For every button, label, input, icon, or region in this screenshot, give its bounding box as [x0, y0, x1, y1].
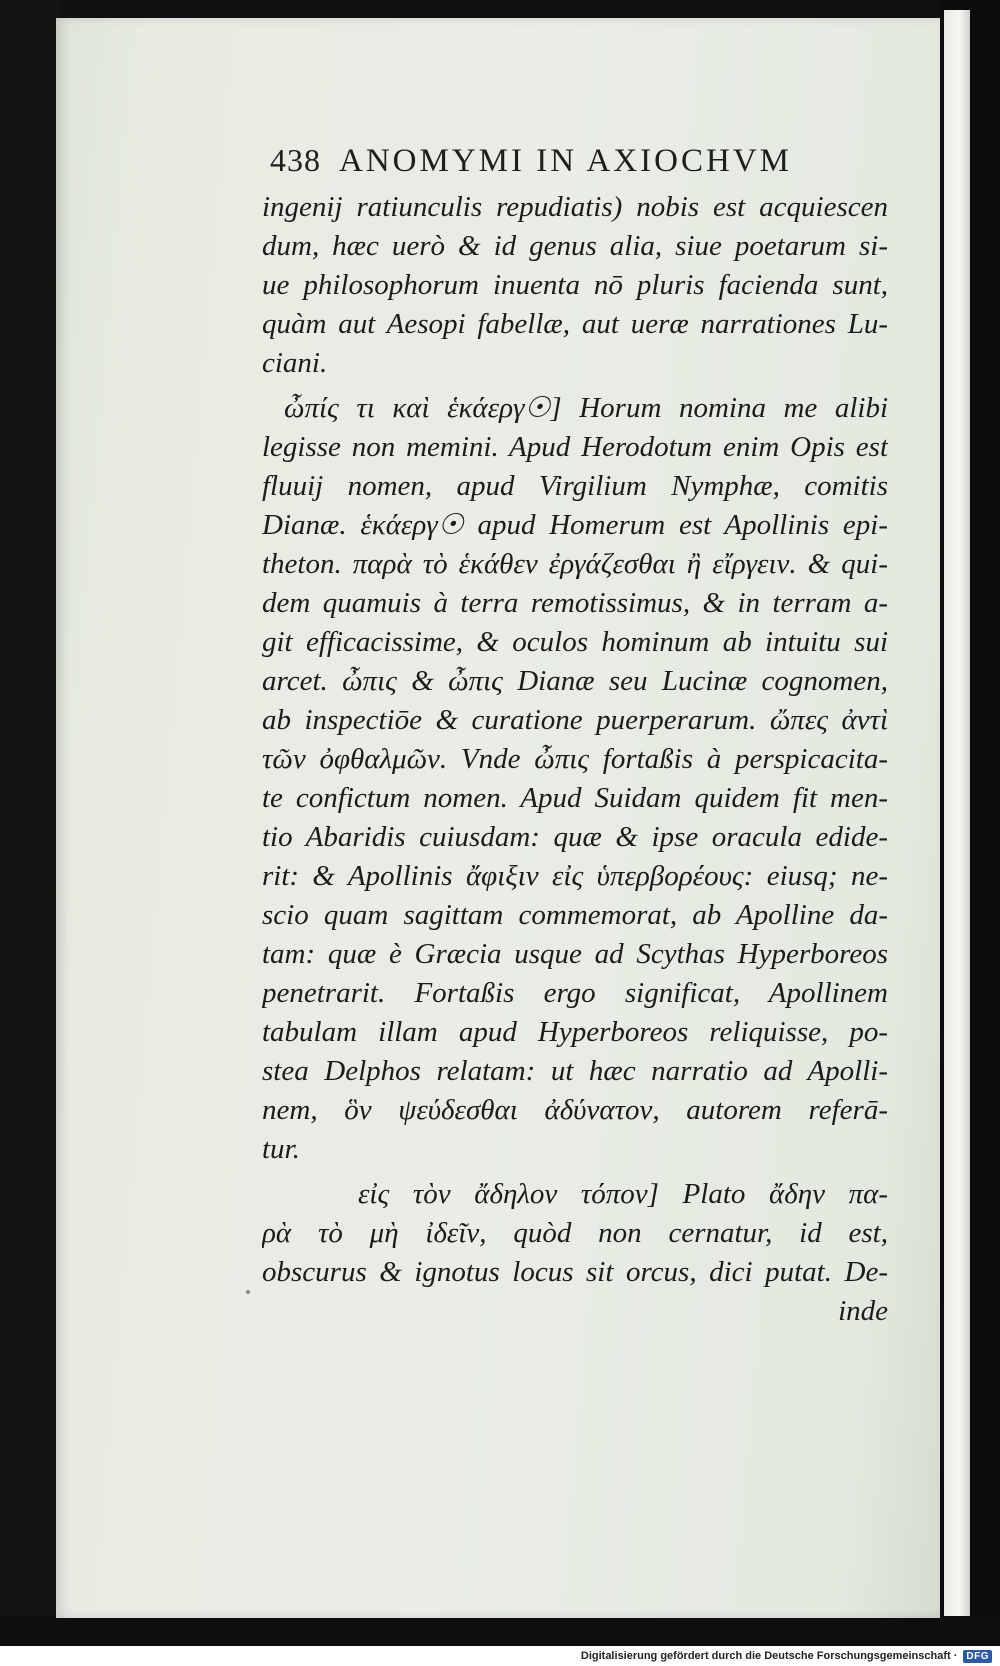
text-line: fluuij nomen, apud Virgilium Nymphæ, comitis — [262, 470, 888, 502]
text-line: obscurus & ignotus locus sit orcus, dici putat. De- — [262, 1256, 888, 1288]
text-line: dem quamuis à terra remotissimus, & in terram a- — [262, 587, 888, 619]
page-header — [270, 142, 890, 188]
text-line: ue philosophorum inuenta nō pluris facienda sunt, — [262, 269, 888, 301]
lemma-line: εἰς τὸν ἄδηλον τόπον] Plato ἄδην πα- — [358, 1178, 888, 1210]
text-line: tur. — [262, 1133, 300, 1165]
text-line: ρὰ τὸ μὴ ἰδεῖν, quòd non cernatur, id est, — [262, 1217, 888, 1249]
lemma-line: ὦπίς τι καὶ ἑκάεργ☉] Horum nomina me alibi — [284, 392, 888, 424]
text-line: tabulam illam apud Hyperboreos reliquisse, po- — [262, 1016, 888, 1048]
text-line: git efficacissime, & oculos hominum ab intuitu sui — [262, 626, 888, 658]
text-line: ingenij ratiunculis repudiatis) nobis est acquiescen — [262, 191, 888, 223]
catchword: inde — [838, 1295, 888, 1327]
text-line: penetrarit. Fortaßis ergo significat, Apollinem — [262, 977, 888, 1009]
running-title: ANOMYMI IN AXIOCHVM — [339, 143, 792, 179]
text-line: dum, hæc uerò & id genus alia, siue poetarum si- — [262, 230, 888, 262]
text-line: te confictum nomen. Apud Suidam quidem fit men- — [262, 782, 888, 814]
text-line: tam: quæ è Græcia usque ad Scythas Hyperboreos — [262, 938, 888, 970]
text-line: ciani. — [262, 347, 328, 379]
dfg-logo-icon: DFG — [963, 1650, 992, 1663]
text-line: arcet. ὦπις & ὦπις Dianæ seu Lucinæ cognomen, — [262, 665, 888, 697]
digitization-footer — [0, 1646, 1000, 1666]
text-line: rit: & Apollinis ἄφιξιν εἰς ὑπερβορέους: eiusq; ne- — [262, 860, 888, 892]
text-line: Dianæ. ἑκάεργ☉ apud Homerum est Apollinis epi- — [262, 509, 888, 541]
funding-credit: Digitalisierung gefördert durch die Deutsche Forschungsgemeinschaft · — [580, 1650, 958, 1662]
text-line: ab inspectiōe & curatione puerperarum. ὤπες ἀντὶ — [262, 704, 888, 736]
paper-speck — [246, 1290, 250, 1294]
body-text — [262, 188, 888, 1331]
text-line: legisse non memini. Apud Herodotum enim Opis est — [262, 431, 888, 463]
text-line: τῶν ὀφθαλμῶν. Vnde ὦπις fortaßis à perspicacita- — [262, 743, 888, 775]
text-line: stea Delphos relatam: ut hæc narratio ad Apolli- — [262, 1055, 888, 1087]
text-line: scio quam sagittam commemorat, ab Apolline da- — [262, 899, 888, 931]
page-number: 438 — [270, 142, 321, 178]
text-line: nem, ὃν ψεύδεσθαι ἀδύνατον, autorem referā- — [262, 1094, 888, 1126]
scan-border-bottom — [0, 1616, 1000, 1646]
text-line: tio Abaridis cuiusdam: quæ & ipse oracula edide- — [262, 821, 888, 853]
adjacent-page-edge — [944, 10, 970, 1630]
scan-border-left — [0, 0, 60, 1646]
text-line: quàm aut Aesopi fabellæ, aut ueræ narrationes Lu- — [262, 308, 888, 340]
text-line: theton. παρὰ τὸ ἑκάθεν ἐργάζεσθαι ἢ εἴργειν. & qui- — [262, 548, 888, 580]
